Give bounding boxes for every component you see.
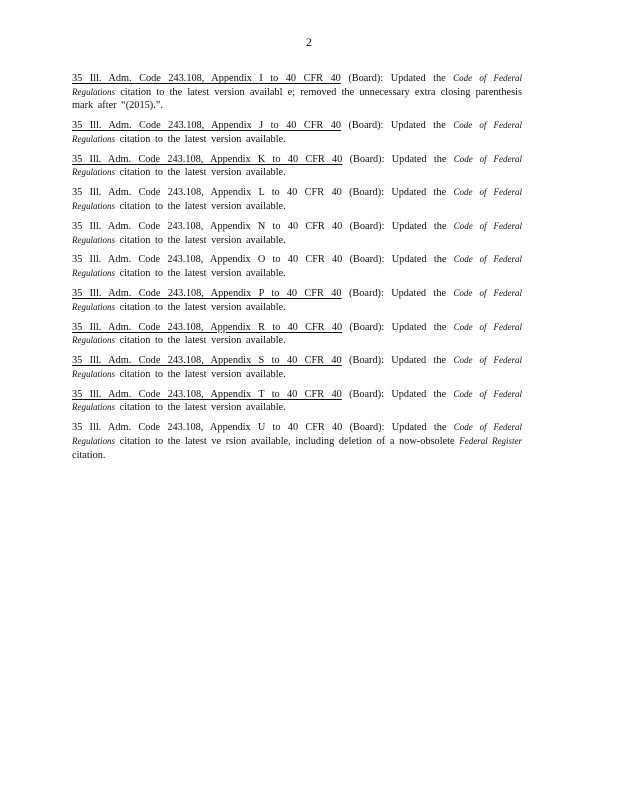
entry-pre-text: Updated the <box>391 153 447 165</box>
entry-post-text: citation to the latest version available. <box>119 200 286 212</box>
entry-pre-text: Updated the <box>391 187 447 199</box>
entry-regulations-italic: Regulations <box>72 435 115 446</box>
entry-pre-text: Updated the <box>391 422 447 434</box>
entry-pre-text: Updated the <box>391 388 447 400</box>
entry-cfr-italic: Code of Federal <box>453 153 523 164</box>
entry-regulations-italic: Regulations <box>72 268 115 279</box>
amendment-entry <box>72 153 522 180</box>
entry-regulations-italic: Regulations <box>72 86 115 97</box>
amendment-entry <box>72 354 522 381</box>
entry-regulations-italic: Regulations <box>72 335 115 346</box>
entry-regulations-italic: Regulations <box>72 301 115 312</box>
entry-post-text: citation to the latest ve rsion available, including deletion of a now-obsolete <box>119 435 455 447</box>
entry-citation: 35 Ill. Adm. Code 243.108, Appendix L to 40 CFR 40 <box>72 187 342 199</box>
entry-cfr-italic: Code of Federal <box>453 120 522 131</box>
entry-cfr-italic: Code of Federal <box>453 288 523 299</box>
entry-post-text: citation to the latest version available. <box>119 167 286 179</box>
entry-pre-text: Updated the <box>391 254 447 266</box>
entry-cfr-italic: Code of Federal <box>453 73 522 83</box>
amendment-entry <box>72 421 522 462</box>
entry-party: (Board): <box>348 73 384 84</box>
entry-post-text: citation to the latest version available. <box>119 234 286 246</box>
entry-party: (Board): <box>348 120 384 132</box>
entry-pre-text: Updated the <box>390 73 446 84</box>
entry-cfr-italic: Code of Federal <box>453 254 523 265</box>
entry-cfr-italic: Code of Federal <box>453 355 522 366</box>
entry-party: (Board): <box>349 220 385 232</box>
entry-post-text: citation to the latest version available. <box>119 133 286 145</box>
entry-citation: 35 Ill. Adm. Code 243.108, Appendix T to 40 CFR 40 <box>72 388 342 400</box>
entry-post-text: citation to the latest version availabl e; removed the unnecessary extra closing parenthesis mark after “(2015).”. <box>72 86 522 112</box>
entry-regulations-italic: Regulations <box>72 402 115 413</box>
amendment-entry <box>72 72 522 113</box>
entry-cfr-italic: Code of Federal <box>453 321 522 332</box>
amendment-entry <box>72 253 522 280</box>
amendment-list <box>72 72 522 469</box>
entry-party: (Board): <box>349 187 384 199</box>
entry-regulations-italic: Regulations <box>72 167 115 178</box>
amendment-entry <box>72 321 522 348</box>
amendment-entry <box>72 119 522 146</box>
entry-citation: 35 Ill. Adm. Code 243.108, Appendix K to 40 CFR 40 <box>72 153 343 165</box>
entry-citation: 35 Ill. Adm. Code 243.108, Appendix I to 40 CFR 40 <box>72 73 341 84</box>
entry-pre-text: Updated the <box>391 355 447 367</box>
entry-post-text: citation to the latest version available. <box>119 301 286 313</box>
amendment-entry <box>72 388 522 415</box>
entry-party: (Board): <box>349 321 385 333</box>
entry-post-text: citation to the latest version available. <box>119 368 286 380</box>
entry-regulations-italic: Regulations <box>72 200 115 211</box>
entry-post-text: citation to the latest version available. <box>119 268 286 280</box>
entry-pre-text: Updated the <box>391 220 447 232</box>
entry-citation: 35 Ill. Adm. Code 243.108, Appendix U to 40 CFR 40 <box>72 422 343 434</box>
entry-cfr-italic: Code of Federal <box>453 422 523 433</box>
entry-party: (Board): <box>349 355 384 367</box>
entry-regulations-italic: Regulations <box>72 133 115 144</box>
entry-extra-post-text: citation. <box>72 449 106 461</box>
entry-party: (Board): <box>349 254 385 266</box>
entry-regulations-italic: Regulations <box>72 234 115 245</box>
entry-pre-text: Updated the <box>391 288 447 300</box>
entry-post-text: citation to the latest version available. <box>119 335 286 347</box>
entry-post-text: citation to the latest version available. <box>119 402 286 414</box>
entry-party: (Board): <box>348 288 384 300</box>
entry-citation: 35 Ill. Adm. Code 243.108, Appendix N to 40 CFR 40 <box>72 220 343 232</box>
entry-citation: 35 Ill. Adm. Code 243.108, Appendix O to 40 CFR 40 <box>72 254 343 266</box>
entry-citation: 35 Ill. Adm. Code 243.108, Appendix S to 40 CFR 40 <box>72 355 342 367</box>
page-number: 2 <box>306 35 312 49</box>
entry-pre-text: Updated the <box>390 120 446 132</box>
amendment-entry <box>72 186 522 213</box>
entry-party: (Board): <box>349 388 384 400</box>
entry-cfr-italic: Code of Federal <box>453 388 522 399</box>
entry-citation: 35 Ill. Adm. Code 243.108, Appendix P to 40 CFR 40 <box>72 288 342 300</box>
entry-cfr-italic: Code of Federal <box>453 220 523 231</box>
entry-party: (Board): <box>349 153 385 165</box>
entry-regulations-italic: Regulations <box>72 368 115 379</box>
entry-cfr-italic: Code of Federal <box>453 187 523 198</box>
entry-pre-text: Updated the <box>391 321 447 333</box>
amendment-entry <box>72 220 522 247</box>
entry-citation: 35 Ill. Adm. Code 243.108, Appendix R to 40 CFR 40 <box>72 321 343 333</box>
entry-party: (Board): <box>349 422 385 434</box>
entry-citation: 35 Ill. Adm. Code 243.108, Appendix J to 40 CFR 40 <box>72 120 342 132</box>
amendment-entry <box>72 287 522 314</box>
entry-federal-register-italic: Federal Register <box>459 435 522 446</box>
